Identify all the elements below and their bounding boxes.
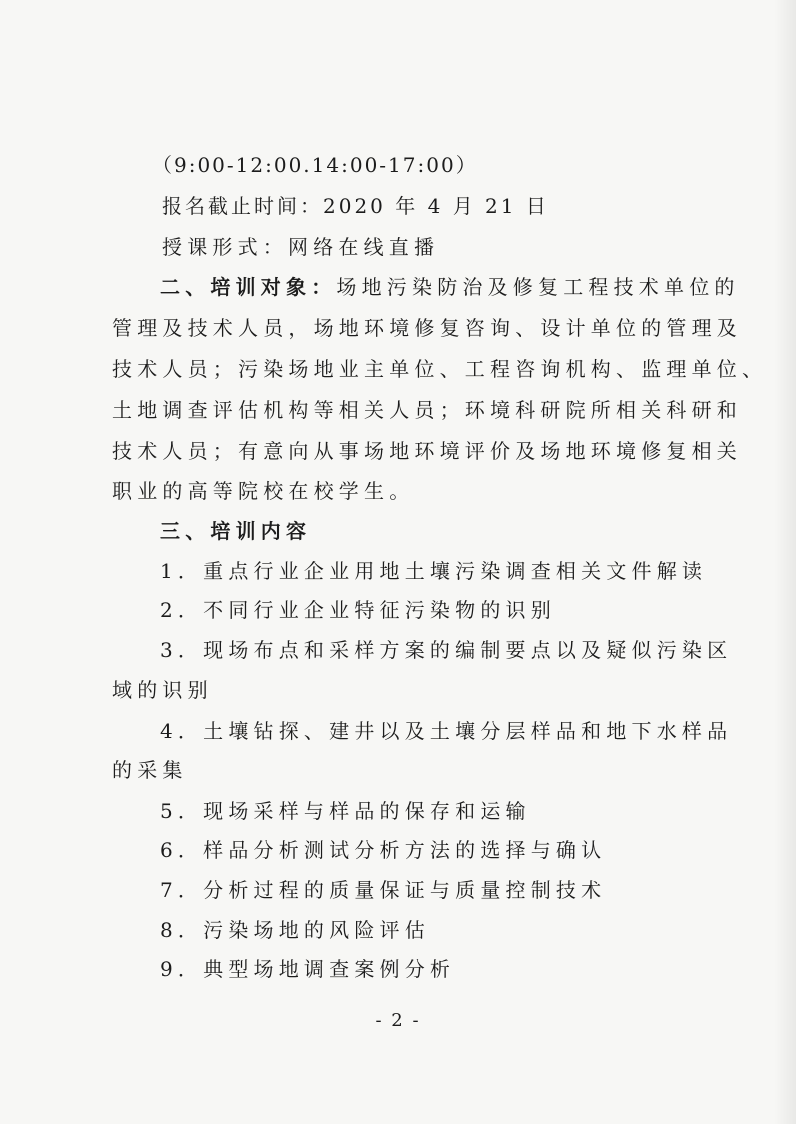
content-item: 4．土壤钻探、建井以及土壤分层样品和地下水样品 [160,719,733,743]
content-item-continuation: 域的识别 [112,678,213,702]
content-item: 5．现场采样与样品的保存和运输 [160,799,531,823]
section-2-line: 技术人员；污染场地业主单位、工程咨询机构、监理单位、 [112,357,768,381]
section-2-text: 场地污染防治及修复工程技术单位的 [336,275,740,299]
section-2-line: 管理及技术人员，场地环境修复咨询、设计单位的管理及 [112,316,742,340]
teaching-format: 授课形式：网络在线直播 [162,235,440,259]
registration-deadline: 报名截止时间：2020 年 4 月 21 日 [162,194,549,218]
page-edge-shadow [774,0,796,1124]
content-item: 8．污染场地的风险评估 [160,918,430,942]
content-item: 7．分析过程的质量保证与质量控制技术 [160,878,607,902]
section-3-heading: 三、培训内容 [160,519,312,543]
content-item: 2．不同行业企业特征污染物的识别 [160,598,556,622]
content-item: 1．重点行业企业用地土壤污染调查相关文件解读 [160,559,708,583]
content-item: 6．样品分析测试分析方法的选择与确认 [160,838,607,862]
content-item: 9．典型场地调查案例分析 [160,957,456,981]
content-item: 3．现场布点和采样方案的编制要点以及疑似污染区 [160,638,733,662]
section-2-line: 技术人员；有意向从事场地环境评价及场地环境修复相关 [112,439,742,463]
content-item-continuation: 的采集 [112,758,188,782]
schedule-time-note: （9:00-12:00.14:00-17:00） [152,153,478,177]
page-number: - 2 - [375,1010,421,1031]
section-2-first-line [160,274,740,300]
section-2-line: 土地调查评估机构等相关人员；环境科研院所相关科研和 [112,398,742,422]
section-2-line: 职业的高等院校在校学生。 [112,479,415,503]
section-2-heading: 二、培训对象： [160,275,337,299]
